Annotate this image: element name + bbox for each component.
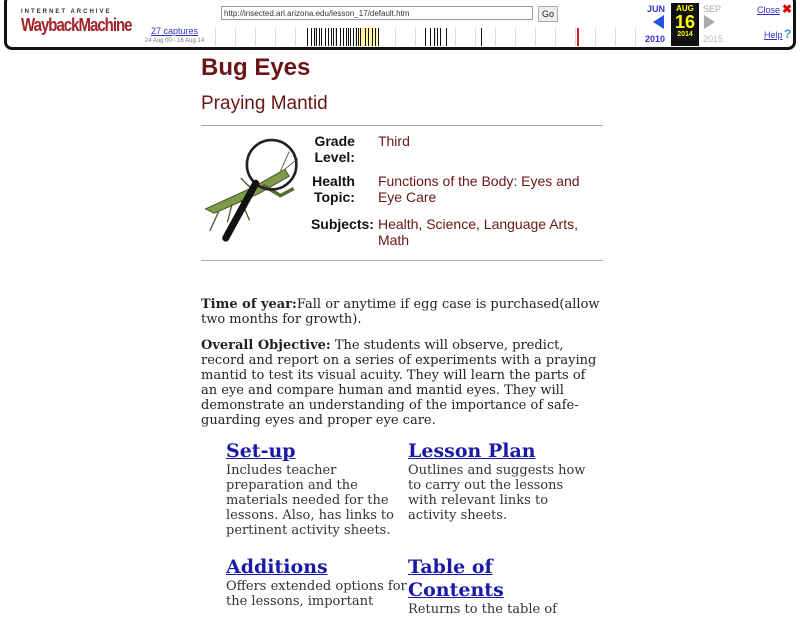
year-gridline	[635, 28, 636, 46]
capture-bar[interactable]	[434, 28, 435, 46]
capture-bar[interactable]	[311, 28, 312, 46]
year-gridline	[215, 28, 216, 46]
info-label: Health Topic:	[312, 172, 355, 205]
capture-bar[interactable]	[348, 28, 349, 46]
prev-year[interactable]: 2010	[645, 34, 666, 44]
year-gridline	[535, 28, 536, 46]
mantis-magnifier-image	[201, 126, 307, 260]
info-label: Subjects:	[310, 216, 374, 233]
capture-bar[interactable]	[340, 28, 341, 46]
captures-link[interactable]: 27 captures	[150, 26, 199, 36]
next-month: SEP	[703, 4, 722, 14]
year-gridline	[275, 28, 276, 46]
year-gridline	[475, 28, 476, 46]
wayback-toolbar	[4, 0, 796, 50]
info-value: Third	[377, 133, 410, 149]
setup-link[interactable]: Set-up	[226, 440, 296, 462]
capture-bar[interactable]	[368, 28, 369, 46]
year-gridline	[295, 28, 296, 46]
capture-bar[interactable]	[331, 28, 332, 46]
info-value: Health, Science, Language Arts, Math	[377, 216, 578, 249]
capture-bar[interactable]	[425, 28, 426, 46]
capture-bar[interactable]	[314, 28, 315, 46]
capture-sparkline[interactable]	[215, 28, 643, 46]
close-icon[interactable]: ✖	[782, 2, 793, 16]
capture-bar[interactable]	[440, 28, 441, 46]
go-button[interactable]: Go	[538, 6, 558, 22]
lesson-info	[311, 133, 603, 260]
year-gridline	[395, 28, 396, 46]
lesson-content	[201, 54, 603, 428]
info-value: Functions of the Body: Eyes and Eye Care	[377, 172, 580, 205]
year-gridline	[615, 28, 616, 46]
capture-bar[interactable]	[319, 28, 320, 46]
year-gridline	[515, 28, 516, 46]
table-of-contents-link[interactable]: Table of Contents	[408, 556, 504, 601]
link-table-of-contents: Table of Contents Returns to the table of	[408, 556, 557, 617]
capture-bar[interactable]	[375, 28, 376, 46]
capture-bar[interactable]	[316, 28, 317, 46]
capture-bar[interactable]	[325, 28, 326, 46]
wayback-logo[interactable]: INTERNET ARCHIVE WaybackMachine	[21, 9, 132, 36]
current-capture-bar[interactable]	[577, 28, 579, 46]
capture-bar[interactable]	[360, 28, 361, 46]
additions-link[interactable]: Additions	[226, 556, 328, 578]
capture-bar[interactable]	[378, 28, 379, 46]
help-link[interactable]: Help	[764, 30, 783, 40]
prev-arrow-icon[interactable]	[653, 15, 664, 29]
prev-month[interactable]: JUN	[647, 4, 666, 14]
capture-bar[interactable]	[346, 28, 347, 46]
date-range: 24 Aug 00 - 16 Aug 14	[144, 38, 205, 44]
capture-bar[interactable]	[437, 28, 438, 46]
year-gridline	[235, 28, 236, 46]
capture-bar[interactable]	[356, 28, 357, 46]
page-title: Bug Eyes	[201, 54, 311, 81]
lesson-plan-link[interactable]: Lesson Plan	[408, 440, 536, 462]
divider	[201, 260, 603, 261]
capture-bar[interactable]	[353, 28, 354, 46]
next-arrow-icon	[704, 15, 715, 29]
next-year: 2015	[703, 34, 724, 44]
capture-bar[interactable]	[321, 28, 322, 46]
year-gridline	[555, 28, 556, 46]
capture-bar[interactable]	[350, 28, 351, 46]
close-link[interactable]: Close	[757, 5, 781, 15]
overall-objective: Overall Objective: The students will observe, predict, record and report on a series of experiments with a praying mantid to test its visual acuity. They will learn the parts of an eye and compare human and mantid eyes. They will demonstrate an understanding of the importance of safe-guarding eyes and proper eye care.	[201, 338, 597, 428]
year-gridline	[415, 28, 416, 46]
year-gridline	[595, 28, 596, 46]
capture-bar[interactable]	[328, 28, 329, 46]
year-gridline	[455, 28, 456, 46]
capture-bar[interactable]	[343, 28, 344, 46]
capture-bar[interactable]	[336, 28, 337, 46]
capture-bar[interactable]	[365, 28, 366, 46]
link-lesson-plan: Lesson Plan Outlines and suggests how to carry out the lessons with relevant links to activity sheets.	[408, 440, 590, 538]
year-gridline	[255, 28, 256, 46]
capture-bar[interactable]	[481, 28, 482, 46]
year-gridline	[435, 28, 436, 46]
lesson-links	[226, 440, 606, 617]
capture-bar[interactable]	[358, 28, 359, 46]
time-of-year: Time of year:Fall or anytime if egg case is purchased(allow two months for growth).	[201, 297, 600, 327]
capture-bar[interactable]	[446, 28, 447, 46]
capture-bar[interactable]	[333, 28, 334, 46]
link-setup: Set-up Includes teacher preparation and the materials needed for the lessons. Also, has links to pertinent activity sheets.	[226, 440, 408, 538]
year-gridline	[495, 28, 496, 46]
page-subtitle: Praying Mantid	[201, 93, 328, 114]
year-gridline	[575, 28, 576, 46]
capture-bar[interactable]	[430, 28, 431, 46]
link-additions: Additions Offers extended options for the lessons, important	[226, 556, 407, 609]
capture-bar[interactable]	[372, 28, 373, 46]
url-input[interactable]	[221, 6, 533, 20]
info-label: Grade Level:	[314, 133, 355, 165]
capture-bar[interactable]	[307, 28, 308, 46]
current-date: AUG 16 2014	[671, 3, 699, 46]
help-icon[interactable]: ?	[784, 27, 792, 41]
